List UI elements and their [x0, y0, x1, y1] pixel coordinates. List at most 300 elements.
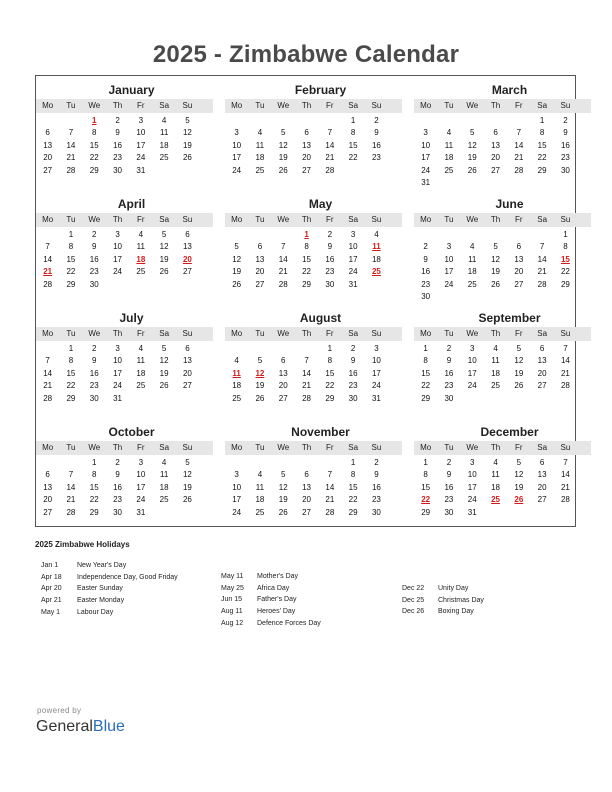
week-row — [414, 343, 591, 355]
weekday-label: We — [466, 101, 479, 110]
day-cell — [341, 165, 364, 177]
month-october — [36, 424, 213, 519]
day-cell — [318, 115, 341, 127]
weekday-label: We — [88, 443, 101, 452]
day-cell: 9 — [327, 242, 333, 252]
day-cell: 17 — [371, 368, 381, 378]
day-cell: 7 — [539, 242, 545, 252]
day-cell: 12 — [467, 140, 477, 150]
weekday-label: Sa — [537, 329, 548, 338]
weekday-header — [414, 327, 591, 341]
weekday-header — [225, 99, 402, 113]
weekday-label: Su — [182, 101, 193, 110]
weekday-label: Mo — [231, 443, 243, 452]
month-november — [225, 424, 402, 519]
weekday-label: Th — [301, 101, 312, 110]
holiday-name: Africa Day — [257, 584, 290, 592]
day-cell: 2 — [374, 116, 379, 125]
week-row — [414, 127, 591, 139]
day-cell: 4 — [138, 230, 144, 239]
holiday-day-cell: 22 — [421, 495, 431, 505]
day-cell — [225, 229, 248, 241]
week-row — [414, 165, 591, 177]
day-cell: 19 — [514, 368, 524, 378]
day-cell: 5 — [161, 344, 167, 353]
day-cell — [507, 507, 530, 519]
week-row — [36, 115, 213, 127]
day-cell: 5 — [516, 458, 522, 467]
day-cell: 11 — [444, 140, 454, 150]
day-cell: 6 — [45, 470, 50, 480]
weekday-label: Mo — [420, 215, 432, 224]
day-cell: 18 — [444, 153, 454, 163]
weekday-label: Mo — [231, 101, 243, 110]
day-cell: 17 — [467, 482, 477, 492]
holiday-entry — [402, 606, 484, 618]
weekday-label: Tu — [255, 215, 265, 224]
day-cell: 7 — [45, 356, 50, 366]
week-row — [225, 127, 402, 139]
day-cell: 1 — [423, 458, 428, 467]
day-cell: 6 — [516, 242, 522, 252]
day-cell: 25 — [159, 495, 169, 505]
day-cell — [59, 115, 82, 127]
week-row — [414, 380, 591, 392]
weekday-label: Tu — [444, 443, 454, 452]
holiday-date: Jun 15 — [221, 596, 243, 604]
day-cell: 9 — [374, 128, 379, 138]
day-cell: 16 — [371, 482, 381, 492]
day-cell: 20 — [302, 153, 311, 163]
day-cell: 1 — [539, 116, 545, 125]
month-name: February — [294, 83, 347, 97]
day-cell: 1 — [92, 458, 97, 467]
holiday-date: Aug 11 — [221, 608, 243, 616]
day-cell: 15 — [66, 368, 76, 378]
day-cell: 16 — [89, 368, 99, 378]
day-cell: 1 — [350, 458, 356, 467]
day-cell: 28 — [560, 381, 570, 391]
day-cell: 8 — [327, 356, 333, 366]
day-cell: 28 — [325, 507, 335, 517]
day-cell: 28 — [514, 165, 524, 175]
day-cell: 4 — [257, 128, 263, 138]
day-cell — [507, 177, 530, 189]
day-cell: 4 — [493, 344, 498, 353]
day-cell: 17 — [136, 140, 146, 150]
week-row — [225, 140, 402, 152]
day-cell: 26 — [278, 165, 288, 175]
day-cell: 6 — [304, 128, 309, 138]
day-cell: 7 — [68, 128, 74, 138]
day-cell: 17 — [113, 368, 122, 378]
weekday-label: Tu — [66, 443, 76, 452]
weekday-label: Th — [112, 329, 123, 338]
weekday-label: Tu — [255, 443, 265, 452]
day-cell: 15 — [89, 140, 99, 150]
day-cell: 13 — [537, 470, 547, 480]
day-cell — [530, 177, 553, 189]
day-cell: 13 — [537, 356, 547, 366]
day-cell — [295, 343, 318, 355]
weekday-header — [225, 213, 402, 227]
day-cell: 13 — [278, 368, 288, 378]
day-cell: 6 — [257, 242, 263, 252]
day-cell: 21 — [514, 153, 524, 163]
day-cell — [36, 457, 59, 469]
day-cell: 8 — [423, 356, 428, 366]
day-cell: 22 — [348, 153, 358, 163]
day-cell: 30 — [113, 507, 122, 517]
day-cell: 2 — [92, 344, 97, 353]
weekday-label: Tu — [444, 329, 454, 338]
day-cell: 16 — [113, 140, 122, 150]
week-row — [225, 355, 402, 367]
holiday-entry — [41, 583, 178, 595]
day-cell: 16 — [371, 140, 381, 150]
holiday-entry — [221, 594, 321, 606]
holiday-entry — [41, 607, 178, 619]
holiday-name: Easter Sunday — [77, 585, 123, 593]
day-cell: 5 — [185, 116, 190, 125]
week-row — [225, 494, 402, 506]
day-cell: 10 — [371, 356, 381, 366]
month-name: April — [117, 197, 146, 211]
week-row — [36, 152, 213, 164]
week-row — [36, 507, 213, 519]
day-cell: 23 — [444, 495, 454, 505]
weekday-label: Tu — [255, 329, 265, 338]
day-cell: 19 — [278, 495, 288, 505]
day-cell: 17 — [136, 482, 146, 492]
generalblue-logo[interactable] — [36, 718, 125, 736]
day-cell: 16 — [444, 482, 454, 492]
weekday-header — [414, 441, 591, 455]
day-cell: 15 — [89, 482, 99, 492]
weekday-label: Th — [301, 329, 312, 338]
day-cell: 2 — [446, 458, 452, 467]
day-cell: 3 — [470, 344, 475, 353]
weekday-label: Th — [490, 443, 501, 452]
weekday-label: Sa — [537, 443, 548, 452]
weekday-label: Fr — [515, 443, 523, 452]
day-cell: 13 — [255, 254, 265, 264]
holiday-entry — [41, 560, 178, 572]
weekday-label: Sa — [348, 215, 359, 224]
day-cell: 24 — [467, 495, 477, 505]
holiday-date: May 25 — [221, 584, 244, 592]
weekday-label: Tu — [66, 215, 76, 224]
day-cell: 28 — [66, 507, 76, 517]
holiday-date: Apr 18 — [41, 573, 62, 581]
weekday-label: Sa — [159, 215, 170, 224]
day-cell — [152, 507, 175, 519]
day-cell: 7 — [45, 242, 50, 252]
week-row — [414, 254, 591, 266]
day-cell: 3 — [446, 242, 452, 252]
day-cell: 4 — [161, 116, 167, 125]
weekday-label: Th — [490, 329, 501, 338]
day-cell: 31 — [467, 507, 477, 517]
holiday-name: Easter Monday — [77, 597, 125, 605]
weekday-header — [225, 441, 402, 455]
weekday-label: We — [466, 443, 479, 452]
day-cell: 26 — [467, 165, 477, 175]
day-cell: 10 — [232, 140, 242, 150]
weekday-label: Sa — [348, 443, 359, 452]
day-cell — [272, 457, 295, 469]
day-cell: 15 — [66, 254, 76, 264]
day-cell: 14 — [43, 254, 53, 264]
day-cell: 28 — [278, 279, 288, 289]
day-cell — [225, 115, 248, 127]
month-name: September — [478, 311, 541, 325]
day-cell: 18 — [136, 368, 146, 378]
day-cell: 6 — [185, 230, 190, 239]
weekday-label: We — [277, 329, 290, 338]
day-cell: 8 — [423, 470, 428, 480]
day-cell: 24 — [113, 381, 122, 391]
day-cell — [554, 177, 577, 189]
holiday-name: Mother's Day — [257, 573, 299, 580]
day-cell: 29 — [66, 393, 76, 403]
day-cell: 9 — [563, 128, 568, 138]
day-cell: 3 — [374, 344, 379, 353]
day-cell: 30 — [325, 279, 335, 289]
day-cell — [36, 115, 59, 127]
day-cell: 14 — [560, 470, 570, 480]
day-cell — [530, 229, 553, 241]
day-cell — [437, 229, 460, 241]
week-row — [36, 127, 213, 139]
week-row — [414, 266, 591, 278]
month-february — [225, 82, 402, 177]
holiday-name: Defence Forces Day — [257, 619, 321, 627]
day-cell: 9 — [92, 356, 97, 366]
day-cell: 12 — [232, 254, 242, 264]
day-cell: 18 — [159, 140, 169, 150]
week-row — [414, 241, 591, 253]
holiday-name: Unity Day — [438, 585, 469, 592]
day-cell: 29 — [302, 279, 311, 289]
day-cell: 16 — [325, 254, 335, 264]
day-cell: 18 — [491, 368, 500, 378]
day-cell: 14 — [325, 140, 335, 150]
week-row — [414, 279, 591, 291]
page-title: 2025 - Zimbabwe Calendar — [152, 41, 460, 68]
holiday-date: May 11 — [221, 573, 244, 580]
calendar-grid — [35, 75, 576, 527]
weekday-label: Th — [301, 215, 312, 224]
day-cell: 14 — [302, 368, 311, 378]
day-cell: 17 — [444, 267, 454, 277]
day-cell: 23 — [89, 381, 99, 391]
day-cell: 7 — [563, 344, 568, 353]
weekday-label: Fr — [515, 329, 523, 338]
day-cell — [554, 291, 577, 303]
weekday-label: Fr — [137, 443, 145, 452]
day-cell: 9 — [446, 470, 452, 480]
day-cell: 29 — [560, 279, 570, 289]
month-name: August — [299, 311, 342, 325]
day-cell: 20 — [182, 368, 192, 378]
day-cell: 28 — [43, 393, 53, 403]
weekday-label: Th — [490, 101, 501, 110]
day-cell: 15 — [421, 368, 431, 378]
weekday-label: Fr — [515, 215, 523, 224]
day-cell: 8 — [563, 242, 568, 252]
day-cell — [36, 343, 59, 355]
day-cell: 11 — [491, 470, 500, 480]
day-cell: 27 — [491, 165, 500, 175]
day-cell: 14 — [66, 482, 76, 492]
day-cell: 23 — [371, 495, 381, 505]
weekday-label: Sa — [537, 215, 548, 224]
holiday-entry — [402, 583, 484, 595]
day-cell — [248, 115, 271, 127]
month-january — [36, 82, 213, 177]
day-cell: 11 — [136, 356, 145, 366]
day-cell: 25 — [491, 381, 500, 391]
day-cell: 26 — [255, 393, 265, 403]
day-cell: 31 — [136, 165, 146, 175]
weekday-header — [414, 99, 591, 113]
day-cell: 18 — [232, 381, 242, 391]
day-cell: 13 — [182, 242, 192, 252]
day-cell: 25 — [467, 279, 477, 289]
day-cell — [176, 507, 199, 519]
day-cell: 20 — [43, 153, 53, 163]
weekday-header — [36, 213, 213, 227]
day-cell: 14 — [43, 368, 53, 378]
week-row — [225, 393, 402, 405]
day-cell: 6 — [281, 356, 286, 366]
weekday-label: Fr — [326, 215, 334, 224]
week-row — [36, 140, 213, 152]
day-cell: 10 — [136, 128, 146, 138]
day-cell: 31 — [421, 177, 431, 187]
weekday-label: Su — [560, 215, 571, 224]
holiday-day-cell: 20 — [182, 254, 192, 264]
holiday-entry — [221, 606, 321, 618]
day-cell: 20 — [537, 482, 547, 492]
day-cell: 13 — [43, 140, 53, 150]
week-row — [414, 469, 591, 481]
weekday-label: Th — [301, 443, 312, 452]
day-cell — [129, 279, 152, 291]
week-row — [414, 229, 591, 241]
weekday-label: We — [277, 443, 290, 452]
day-cell: 23 — [89, 267, 99, 277]
day-cell: 8 — [304, 242, 309, 252]
day-cell: 25 — [444, 165, 454, 175]
weekday-label: We — [466, 215, 479, 224]
week-row — [225, 368, 402, 380]
day-cell: 26 — [232, 279, 242, 289]
day-cell: 17 — [113, 254, 122, 264]
day-cell: 24 — [136, 495, 146, 505]
week-row — [414, 457, 591, 469]
day-cell: 10 — [113, 242, 122, 252]
holiday-day-cell: 11 — [372, 242, 381, 252]
day-cell: 31 — [113, 393, 122, 403]
day-cell: 12 — [159, 356, 169, 366]
day-cell: 24 — [232, 507, 242, 517]
day-cell: 30 — [444, 507, 454, 517]
day-cell: 24 — [421, 165, 431, 175]
day-cell: 5 — [161, 230, 167, 239]
day-cell: 18 — [159, 482, 169, 492]
week-row — [225, 152, 402, 164]
weekday-label: Mo — [420, 443, 432, 452]
day-cell — [484, 291, 507, 303]
day-cell: 21 — [560, 482, 570, 492]
day-cell: 28 — [66, 165, 76, 175]
holiday-day-cell: 25 — [491, 495, 500, 505]
day-cell: 20 — [43, 495, 53, 505]
month-name: July — [119, 311, 144, 325]
day-cell: 10 — [467, 356, 477, 366]
holiday-day-cell: 1 — [304, 230, 309, 239]
day-cell: 2 — [350, 344, 356, 353]
day-cell — [365, 165, 388, 177]
weekday-label: Sa — [159, 101, 170, 110]
holiday-day-cell: 1 — [92, 116, 97, 125]
day-cell: 7 — [563, 458, 568, 467]
day-cell: 5 — [257, 356, 263, 366]
month-december — [414, 424, 591, 519]
week-row — [414, 152, 591, 164]
day-cell: 26 — [182, 495, 192, 505]
holiday-entry — [402, 595, 484, 607]
day-cell: 11 — [136, 242, 145, 252]
day-cell: 15 — [421, 482, 431, 492]
day-cell: 20 — [302, 495, 311, 505]
day-cell: 18 — [491, 482, 500, 492]
day-cell — [461, 115, 484, 127]
day-cell: 29 — [89, 507, 99, 517]
day-cell: 29 — [89, 165, 99, 175]
day-cell: 19 — [514, 482, 524, 492]
weekday-label: Fr — [326, 443, 334, 452]
day-cell: 19 — [159, 254, 169, 264]
day-cell: 31 — [136, 507, 146, 517]
day-cell: 1 — [68, 230, 74, 239]
day-cell: 6 — [45, 128, 50, 138]
week-row — [225, 229, 402, 241]
day-cell: 27 — [537, 495, 547, 505]
month-june — [414, 196, 591, 303]
day-cell: 13 — [43, 482, 53, 492]
week-row — [36, 254, 213, 266]
holiday-name: Father's Day — [257, 596, 297, 604]
day-cell: 21 — [66, 153, 76, 163]
day-cell: 19 — [232, 267, 242, 277]
day-cell: 12 — [278, 140, 288, 150]
day-cell: 21 — [325, 153, 335, 163]
holiday-date: Dec 22 — [402, 585, 425, 592]
day-cell: 1 — [563, 230, 568, 239]
weekday-label: We — [88, 215, 101, 224]
day-cell: 13 — [302, 140, 311, 150]
day-cell: 14 — [66, 140, 76, 150]
day-cell: 5 — [185, 458, 190, 467]
day-cell: 23 — [444, 381, 454, 391]
holiday-day-cell: 26 — [514, 495, 524, 505]
weekday-header — [36, 441, 213, 455]
day-cell: 11 — [159, 470, 169, 480]
week-row — [36, 469, 213, 481]
